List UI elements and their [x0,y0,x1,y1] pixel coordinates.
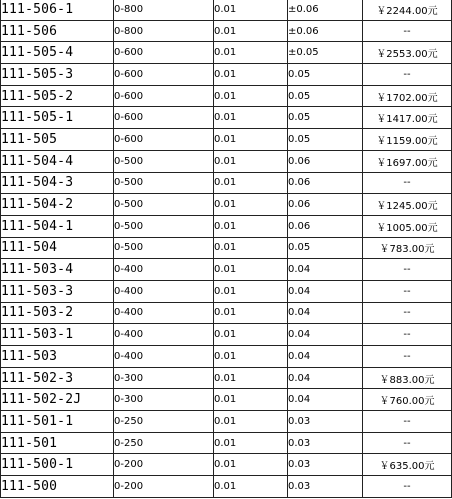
range-cell: 0-300 [114,367,214,389]
accuracy-cell: 0.04 [288,280,363,302]
table-row [1,172,452,194]
resolution-cell: 0.01 [214,107,288,129]
model-cell: 111-504-3 [1,172,114,194]
resolution-cell: 0.01 [214,367,288,389]
model-cell: 111-503-1 [1,324,114,346]
price-cell: ￥1697.00元 [363,150,452,172]
resolution-cell: 0.01 [214,324,288,346]
table-row [1,280,452,302]
range-cell: 0-800 [114,20,214,42]
accuracy-cell: 0.03 [288,411,363,433]
accuracy-cell: 0.03 [288,454,363,476]
range-cell: 0-400 [114,259,214,281]
resolution-cell: 0.01 [214,150,288,172]
model-cell: 111-502-2J [1,389,114,411]
resolution-cell: 0.01 [214,237,288,259]
accuracy-cell: 0.05 [288,107,363,129]
accuracy-cell: 0.06 [288,150,363,172]
range-cell: 0-500 [114,215,214,237]
table-row [1,432,452,454]
price-cell: -- [363,64,452,86]
price-cell: ￥760.00元 [363,389,452,411]
resolution-cell: 0.01 [214,172,288,194]
table-row [1,150,452,172]
model-cell: 111-504-1 [1,215,114,237]
model-cell: 111-501 [1,432,114,454]
price-cell: -- [363,280,452,302]
resolution-cell: 0.01 [214,280,288,302]
accuracy-cell: ±0.05 [288,42,363,64]
accuracy-cell: 0.05 [288,85,363,107]
price-cell: ￥2244.00元 [363,0,452,20]
resolution-cell: 0.01 [214,20,288,42]
model-cell: 111-505-4 [1,42,114,64]
range-cell: 0-250 [114,432,214,454]
model-cell: 111-506 [1,20,114,42]
table-row [1,64,452,86]
resolution-cell: 0.01 [214,129,288,151]
table-row [1,0,452,20]
table-row [1,346,452,368]
range-cell: 0-800 [114,0,214,20]
table-row [1,454,452,476]
range-cell: 0-200 [114,454,214,476]
model-cell: 111-501-1 [1,411,114,433]
range-cell: 0-600 [114,129,214,151]
accuracy-cell: 0.04 [288,259,363,281]
price-cell: -- [363,324,452,346]
table-row [1,237,452,259]
resolution-cell: 0.01 [214,389,288,411]
table-row [1,85,452,107]
range-cell: 0-300 [114,389,214,411]
range-cell: 0-500 [114,194,214,216]
range-cell: 0-400 [114,302,214,324]
model-cell: 111-505 [1,129,114,151]
price-cell: -- [363,20,452,42]
model-cell: 111-503 [1,346,114,368]
resolution-cell: 0.01 [214,194,288,216]
price-cell: ￥2553.00元 [363,42,452,64]
model-cell: 111-504 [1,237,114,259]
table-row [1,302,452,324]
price-cell: ￥1702.00元 [363,85,452,107]
range-cell: 0-500 [114,172,214,194]
range-cell: 0-500 [114,237,214,259]
price-cell: ￥635.00元 [363,454,452,476]
resolution-cell: 0.01 [214,454,288,476]
price-cell: ￥783.00元 [363,237,452,259]
price-cell: ￥1417.00元 [363,107,452,129]
table-row [1,411,452,433]
table-row [1,194,452,216]
model-cell: 111-503-2 [1,302,114,324]
price-cell: -- [363,172,452,194]
table-row [1,476,452,498]
price-cell: -- [363,302,452,324]
model-cell: 111-505-1 [1,107,114,129]
price-cell: ￥1005.00元 [363,215,452,237]
range-cell: 0-600 [114,64,214,86]
resolution-cell: 0.01 [214,346,288,368]
price-cell: -- [363,476,452,498]
range-cell: 0-250 [114,411,214,433]
model-cell: 111-500-1 [1,454,114,476]
accuracy-cell: 0.03 [288,476,363,498]
accuracy-cell: 0.04 [288,389,363,411]
price-cell: -- [363,411,452,433]
accuracy-cell: 0.05 [288,64,363,86]
model-cell: 111-505-2 [1,85,114,107]
resolution-cell: 0.01 [214,476,288,498]
model-cell: 111-500 [1,476,114,498]
table-row [1,107,452,129]
model-cell: 111-503-3 [1,280,114,302]
range-cell: 0-400 [114,324,214,346]
resolution-cell: 0.01 [214,432,288,454]
model-cell: 111-505-3 [1,64,114,86]
table-row [1,367,452,389]
accuracy-cell: ±0.06 [288,0,363,20]
range-cell: 0-200 [114,476,214,498]
resolution-cell: 0.01 [214,215,288,237]
accuracy-cell: 0.04 [288,367,363,389]
range-cell: 0-400 [114,280,214,302]
range-cell: 0-600 [114,42,214,64]
price-cell: ￥1159.00元 [363,129,452,151]
price-cell: ￥883.00元 [363,367,452,389]
accuracy-cell: 0.06 [288,215,363,237]
resolution-cell: 0.01 [214,0,288,20]
accuracy-cell: 0.06 [288,172,363,194]
accuracy-cell: 0.04 [288,324,363,346]
price-cell: -- [363,432,452,454]
resolution-cell: 0.01 [214,259,288,281]
model-cell: 111-503-4 [1,259,114,281]
resolution-cell: 0.01 [214,64,288,86]
price-cell: ￥1245.00元 [363,194,452,216]
range-cell: 0-600 [114,107,214,129]
model-cell: 111-506-1 [1,0,114,20]
accuracy-cell: 0.03 [288,432,363,454]
spec-table-body [1,0,452,497]
accuracy-cell: 0.04 [288,302,363,324]
model-cell: 111-502-3 [1,367,114,389]
price-cell: -- [363,346,452,368]
range-cell: 0-600 [114,85,214,107]
accuracy-cell: 0.06 [288,194,363,216]
accuracy-cell: 0.04 [288,346,363,368]
resolution-cell: 0.01 [214,42,288,64]
model-cell: 111-504-2 [1,194,114,216]
table-row [1,215,452,237]
accuracy-cell: ±0.06 [288,20,363,42]
accuracy-cell: 0.05 [288,129,363,151]
resolution-cell: 0.01 [214,411,288,433]
resolution-cell: 0.01 [214,85,288,107]
table-row [1,259,452,281]
price-cell: -- [363,259,452,281]
table-row [1,324,452,346]
table-row [1,20,452,42]
resolution-cell: 0.01 [214,302,288,324]
table-row [1,42,452,64]
range-cell: 0-500 [114,150,214,172]
accuracy-cell: 0.05 [288,237,363,259]
range-cell: 0-400 [114,346,214,368]
model-cell: 111-504-4 [1,150,114,172]
table-row [1,129,452,151]
table-row [1,389,452,411]
